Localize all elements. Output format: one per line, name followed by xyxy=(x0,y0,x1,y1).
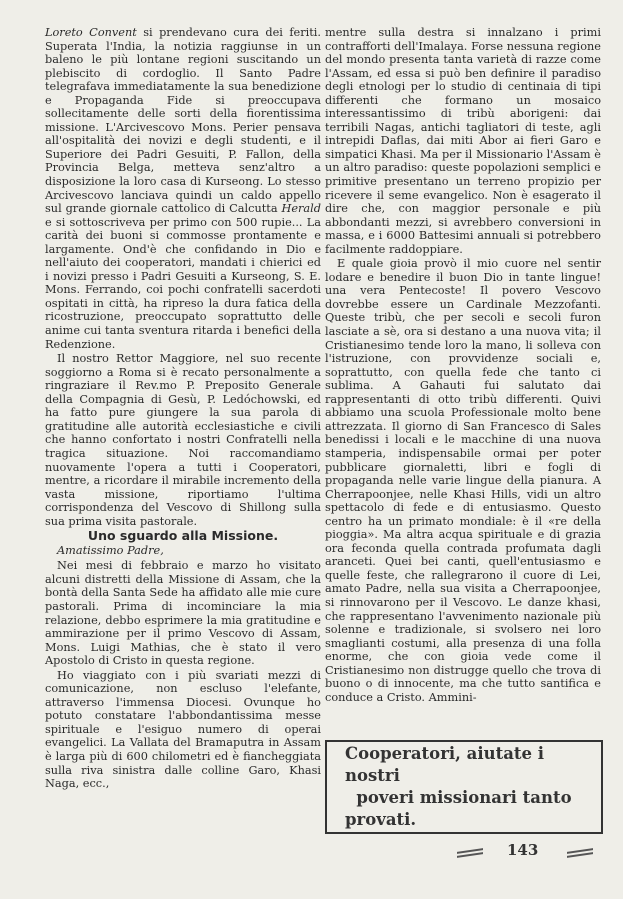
ornament-dash-icon xyxy=(567,849,593,857)
italic-title: Herald xyxy=(281,202,321,216)
paragraph xyxy=(45,26,321,351)
paragraph: mentre sulla destra si innalzano i primi contrafforti dell'Imalaya. Forse nessuna regione del mondo presenta tanta varietà di razze come l'Assam, ed essa si può ben definire il paradiso degli etnologi per lo studio di centinaia di tipi differenti che formano un mosaico interessantissimo di tribù aborigeni: dai terribili Nagas, antichi tagliatori di teste, agli intrepidi Daflas, dai miti Abor ai fieri Garo e simpatici Khasi. Ma per il Missionario l'Assam è un altro paradiso: queste popolazioni semplici e primitive presentano un terreno propizio per ricevere il seme evangelico. Non è esagerato il dire che, con maggior personale e più abbondanti mezzi, si avrebbero conversioni in massa, e i 6000 Battesimi annuali si potrebbero facilmente raddoppiare. xyxy=(325,26,601,256)
section-heading: Uno sguardo alla Missione. xyxy=(87,528,279,544)
text-run: si prendevano cura dei feriti. Superata l'India, la notizia raggiunse in un baleno le più lontane regioni suscitando un plebiscito di cordoglio. Il Santo Padre telegrafava immediatamente la sua benedizione e Propaganda Fide si preoccupava sollecitamente delle sorti della fiorentissima missione. L'Arcivescovo Mons. Perier pensava all'ospitalità dei novizi e degli studenti, e il Superiore dei Padri Gesuiti, P. Fallon, della Provincia Belga, metteva senz'altro a disposizione la loro casa di Kurseong. Lo stesso Arcivescovo lanciava quindi un caldo appello sul grande giornale cattolico di Calcutta xyxy=(45,26,321,216)
ornament-dash-icon xyxy=(457,849,483,857)
salutation: Amatissimo Padre, xyxy=(57,543,164,557)
paragraph: Nei mesi di febbraio e marzo ho visitato alcuni distretti della Missione di Assam, che la bontà della Santa Sede ha affidato alle mie cure pastorali. Prima di incominciare la mia relazione, debbo esprimere la mia gratitudine e ammirazione per il primo Vescovo di Assam, Mons. Luigi Mathias, che è stato il vero Apostolo di Cristo in questa regione. xyxy=(45,559,321,668)
appeal-line: poveri missionari tanto xyxy=(356,788,572,807)
left-column xyxy=(45,26,321,791)
appeal-line: provati. xyxy=(345,810,417,829)
page-number: 143 xyxy=(507,841,539,859)
paragraph: Il nostro Rettor Maggiore, nel suo recente soggiorno a Roma si è recato personalmente a ringraziare il Rev.mo P. Preposito Generale della Compagnia di Gesù, P. Ledóchowski, ed ha fatto pure giungere la sua parola di gratitudine alle autorità ecclesiastiche e civili che hanno confortato i nostri Confratelli nella tragica situazione. Noi raccomandiamo nuovamente l'opera a tutti i Cooperatori, mentre, a ricordare il mirabile incremento della vasta missione, riportiamo l'ultima corrispondenza del Vescovo di Shillong sulla sua prima visita pastorale. xyxy=(45,352,321,528)
italic-lead: Loreto Convent xyxy=(45,26,137,39)
paragraph: E quale gioia provò il mio cuore nel sentir lodare e benedire il buon Dio in tante lingue! una vera Pentecoste! Il povero Vescovo dovrebbe essere un Cardinale Mezzofanti. Queste tribù, che per secoli e secoli furon lasciate a sè, ora si destano a una nuova vita; il Cristianesimo tende loro la mano, li solleva con l'istruzione, con provvidenze sociali e, soprattutto, con quella fede che tanto ci sublima. A Gahauti fui salutato dai rappresentanti di otto tribù differenti. Quivi abbiamo una scuola Professionale molto bene attrezzata. Il giorno di San Francesco di Sales benedissi i locali e le macchine di una nuova stamperia, indispensabile ormai per poter pubblicare giornaletti, libri e fogli di propaganda nelle varie lingue della pianura. A Cherrapoonjee, nelle Khasi Hills, vidi un altro spettacolo di fede e di entusiasmo. Questo centro ha un primato mondiale: è il «re della pioggia». Ma altra acqua spirituale e di grazia ora feconda quella contrada profumata dagli aranceti. Quei bei canti, quell'entusiasmo e quelle feste, che rallegrarono il cuore di Lei, amato Padre, nella sua visita a Cherrapoonjee, si rinnovarono per il Vescovo. Le danze khasi, che rappresentano l'avvenimento nazionale più solenne e tradizionale, si svolsero nei loro smaglianti costumi, alla presenza di una folla enorme, che con gioia vede come il Cristianesimo non distrugge quello che trova di buono o di innocente, ma che tutto santifica e conduce a Cristo. Ammini- xyxy=(325,257,601,704)
page-footer xyxy=(455,841,605,865)
appeal-box xyxy=(325,740,603,834)
text-run: e si sottoscriveva per primo con 500 rupie... La carità dei buoni si commosse prontamente e largamente. Ond'è che confidando in Dio e nell'aiuto dei cooperatori, mandati i chierici ed i novizi presso i Padri Gesuiti a Kurseong, S. E. Mons. Ferrando, coi pochi confratelli sacerdoti ospitati in città, ha ripreso la dura fatica della ricostruzione, preoccupato soprattutto delle anime cui tanta sventura ritarda i benefici della Redenzione. xyxy=(45,215,321,351)
right-column xyxy=(325,26,601,704)
appeal-line: Cooperatori, aiutate i nostri xyxy=(345,744,545,785)
paragraph: Ho viaggiato con i più svariati mezzi di comunicazione, non escluso l'elefante, attraverso l'immensa Diocesi. Ovunque ho potuto constatare l'abbondantissima messe spirituale e l'esiguo numero di operai evangelici. La Vallata del Bramaputra in Assam è larga più di 600 chilometri ed è fiancheggiata sulla riva sinistra dalle colline Garo, Khasi Naga, ecc., xyxy=(45,668,321,791)
